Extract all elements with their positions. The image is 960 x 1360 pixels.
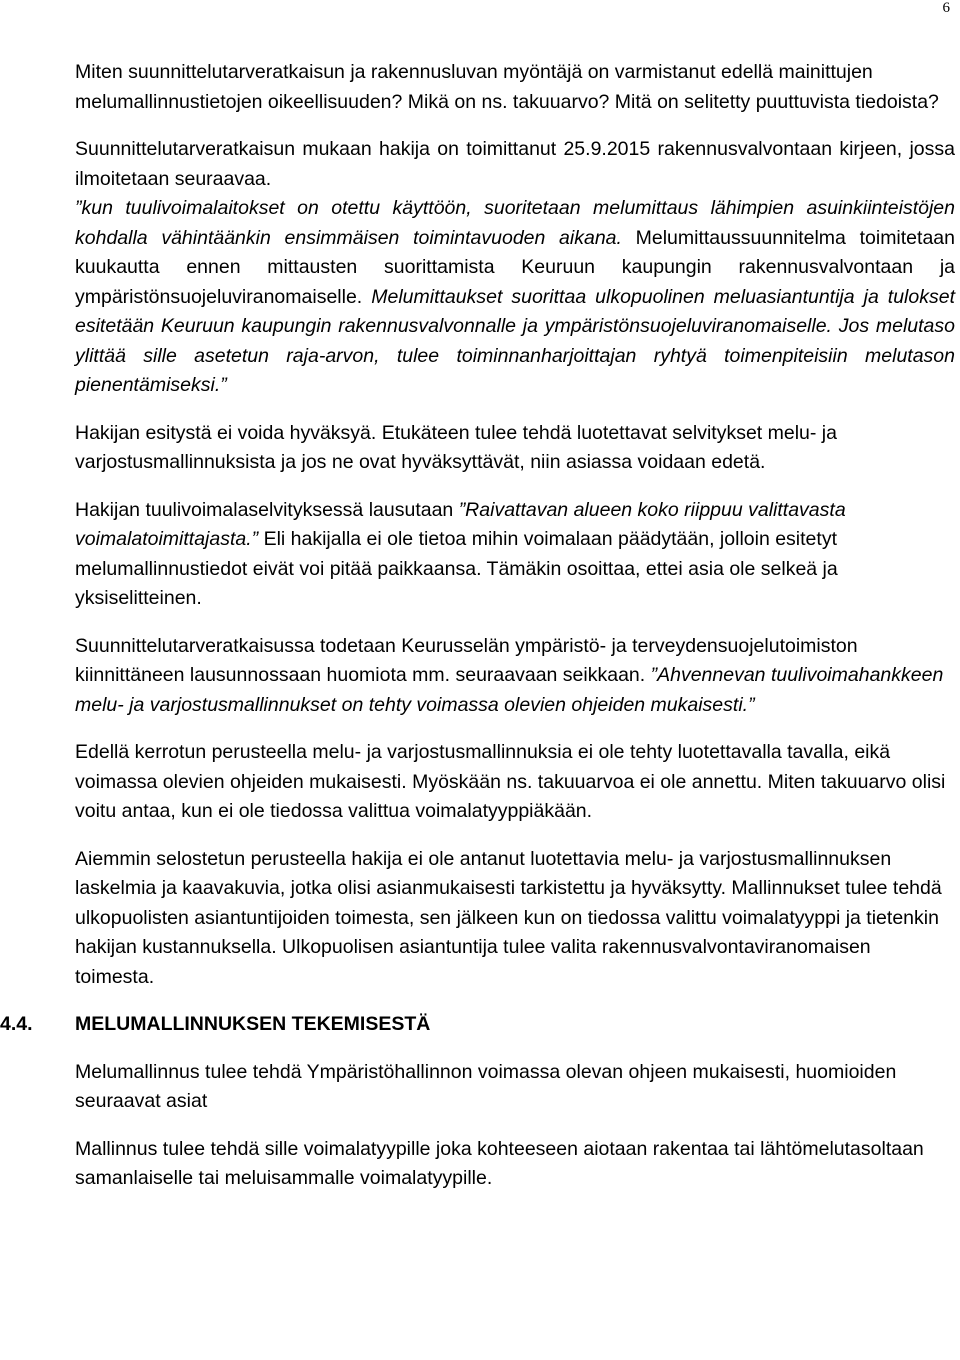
paragraph-modelling-guideline: Melumallinnus tulee tehdä Ympäristöhallinnon voimassa olevan ohjeen mukaisesti, huomioiden seuraavat asiat [75,1060,897,1112]
paragraph-environment-office: Suunnittelutarveratkaisussa todetaan Keurusselän ympäristö- ja terveydensuojelutoimiston kiinnittäneen lausunnossaan huomiota mm. seuraavaan seikkaan. ”Ahvennevan tuulivoimahankkeen melu- ja varjostusmallinnukset on tehty voimassa olevien ohjeiden mukaisesti.” [75,634,944,716]
paragraph-turbine-type: Mallinnus tulee tehdä sille voimalatyypille joka kohteeseen aiotaan rakentaa tai lähtömelutasoltaan samanlaiselle tai meluisammalle voimalatyypille. [75,1137,924,1189]
survey-quote: ”Raivattavan alueen koko riippuu valittavasta voimalatoimittajasta.” [75,498,846,550]
environment-quote: ”Ahvennevan tuulivoimahankkeen melu- ja varjostusmallinnukset on tehty voimassa olevien ohjeiden mukaisesti.” [75,664,944,716]
letter-measurement-results: Melumittaukset suorittaa ulkopuolinen meluasiantuntija ja tulokset esitetään Keuruun kaupungin rakennusvalvonnalle ja ympäristönsuojeluviranomaiselle. Jos melutaso ylittää sille asetetun raja-arvon, tulee toiminnanharjoittajan ryhtyä toimenpiteisiin melutason pienentämiseksi.” [75,285,955,396]
document-body [0,58,955,1194]
page-number: 6 [942,0,950,16]
paragraph-conclusion: Edellä kerrotun perusteella melu- ja varjostusmallinnuksia ei ole tehty luotettavalla tavalla, eikä voimassa olevien ohjeiden mukaisesti. Myöskään ns. takuuarvoa ei ole annettu. Miten takuuarvo olisi voitu antaa, kun ei ole tiedossa valittua voimalatyyppiäkään. [75,741,946,822]
letter-intro: Suunnittelutarveratkaisun mukaan hakija on toimittanut 25.9.2015 rakennusvalvontaan kirjeen, jossa ilmoitetaan seuraavaa. [75,138,955,190]
paragraph-expert-requirement: Aiemmin selostetun perusteella hakija ei ole antanut luotettavia melu- ja varjostusmallinnuksen laskelmia ja kaavakuvia, jotka olisi asianmukaisesti tarkistettu ja hyväksytty. Mallinnukset tulee tehdä ulkopuolisten asiantuntijoiden toimesta, sen jälkeen kun on tiedossa valittu voimalatyyppi ja tietenkin hakijan kustannuksella. Ulkopuolisen asiantuntija tulee valita rakennusvalvontaviranomaisen toimesta. [75,847,942,988]
paragraph-rejection: Hakijan esitystä ei voida hyväksyä. Etukäteen tulee tehdä luotettavat selvitykset melu- ja varjostusmallinnuksista ja jos ne ovat hyväksyttävät, niin asiassa voidaan edetä. [75,421,837,473]
paragraph-wind-survey: Hakijan tuulivoimalaselvityksessä lausutaan ”Raivattavan alueen koko riippuu valittavasta voimalatoimittajasta.” Eli hakijalla ei ole tietoa mihin voimalaan päädytään, jolloin esitetyt melumallinnustiedot eivät voi pitää paikkaansa. Tämäkin osoittaa, ettei asia ole selkeä ja yksiselitteinen. [75,498,846,609]
letter-quote: ”kun tuulivoimalaitokset on otettu käyttöön, suoritetaan melumittaus lähimpien asuinkiinteistöjen kohdalla vähintäänkin ensimmäisen toimintavuoden aikana. [75,197,955,249]
section-title: MELUMALLINNUKSEN TEKEMISESTÄ [75,1013,431,1035]
letter-measurement-plan: Melumittaussuunnitelma toimitetaan kuukautta ennen mittausten suorittamista Keuruun kaupungin rakennusvalvontaan ja ympäristönsuojeluviranomaiselle. [75,226,955,308]
section-heading [0,1010,955,1040]
paragraph-decision-letter [75,135,955,401]
section-number: 4.4. [0,1013,33,1035]
paragraph-questions: Miten suunnittelutarveratkaisun ja rakennusluvan myöntäjä on varmistanut edellä mainittujen melumallinnustietojen oikeellisuuden? Mikä on ns. takuuarvo? Mitä on selitetty puuttuvista tiedoista? [75,61,939,113]
